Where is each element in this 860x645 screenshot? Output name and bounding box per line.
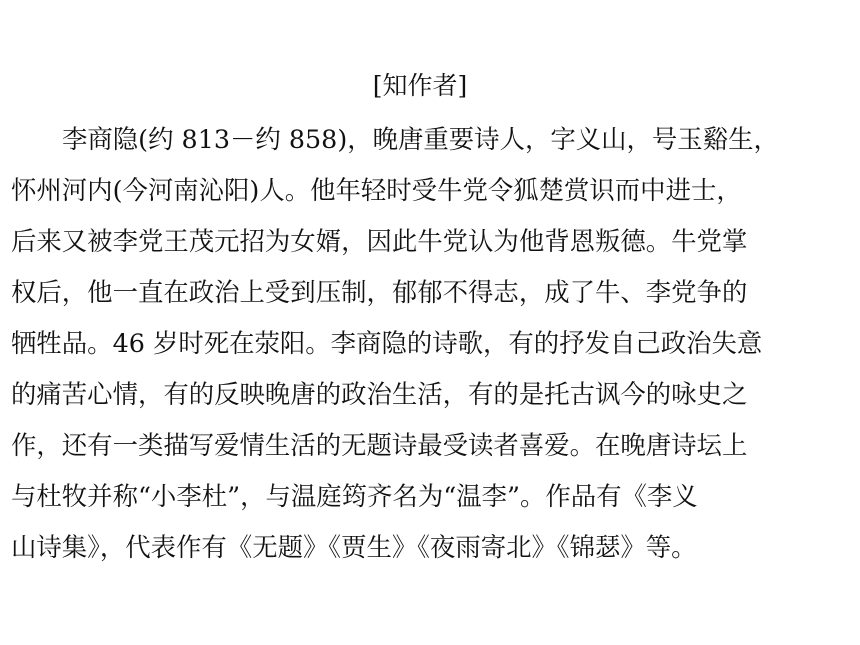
text-line: 的痛苦心情，有的反映晚唐的政治生活，有的是托古讽今的咏史之: [11, 379, 748, 409]
text-line: 后来又被李党王茂元招为女婿，因此牛党认为他背恩叛德。牛党掌: [11, 226, 748, 256]
text-line: 牺牲品。46 岁时死在荥阳。李商隐的诗歌，有的抒发自己政治失意: [11, 328, 763, 358]
section-heading: [知作者]: [372, 71, 468, 100]
author-bio-paragraph: [11, 114, 779, 573]
text-line: 权后，他一直在政治上受到压制，郁郁不得志，成了牛、李党争的: [11, 277, 748, 307]
text-line: 李商隐(约 813－约 858)，晚唐重要诗人，字义山，号玉谿生，: [62, 124, 779, 154]
text-line: 作，还有一类描写爱情生活的无题诗最受读者喜爱。在晚唐诗坛上: [11, 430, 748, 460]
text-line: 山诗集》，代表作有《无题》《贾生》《夜雨寄北》《锦瑟》等。: [11, 532, 697, 562]
text-line: 怀州河内(今河南沁阳)人。他年轻时受牛党令狐楚赏识而中进士，: [11, 175, 742, 205]
text-line: 与杜牧并称“小李杜”，与温庭筠齐名为“温李”。作品有《李义: [11, 481, 698, 511]
